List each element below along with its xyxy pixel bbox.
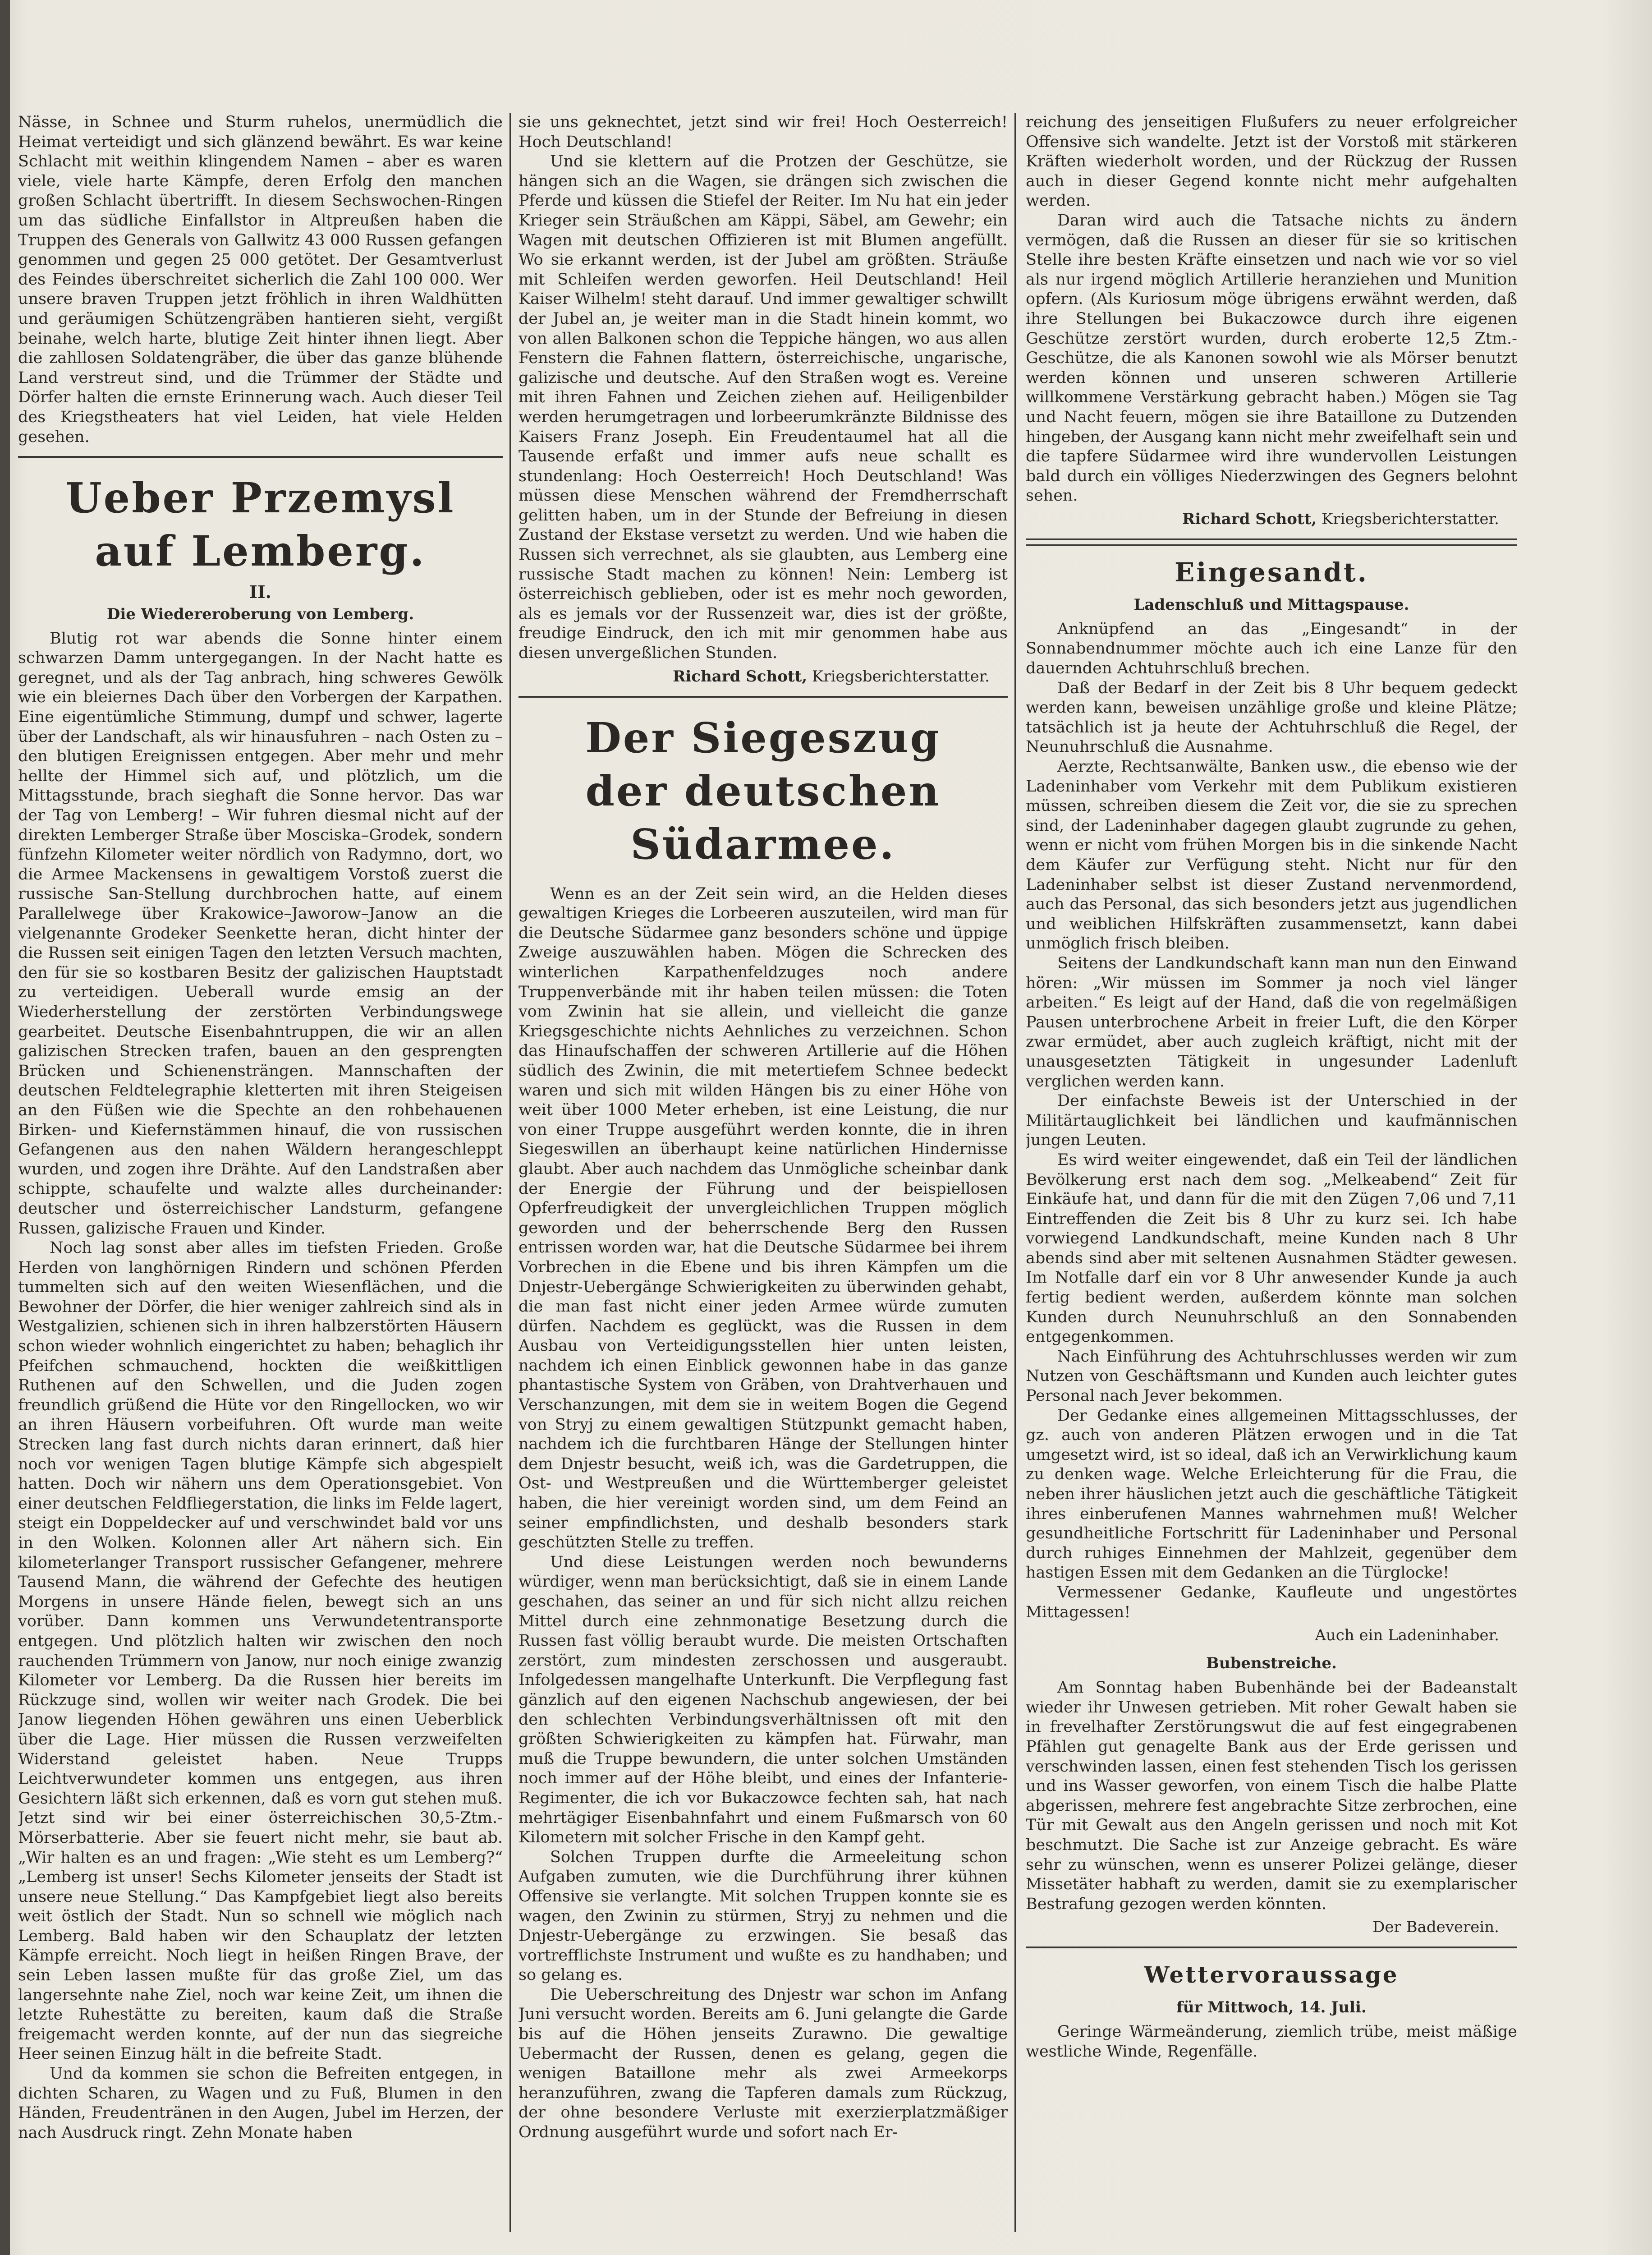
weather-title: Wettervoraussage [1144,1961,1399,1988]
column-rule [509,113,511,2232]
byline-name: Richard Schott, [673,667,808,686]
weather-forecast: Geringe Wärmeänderung, ziemlich trübe, meist mäßige westliche Winde, Regenfälle. [1026,2023,1517,2061]
byline [519,666,990,687]
paragraph: Vermessener Gedanke, Kaufleute und ungestörtes Mittagessen! [1026,1583,1517,1621]
article-subtitle: Die Wiedereroberung von Lemberg. [106,605,414,623]
signature: Auch ein Ladeninhaber. [1315,1626,1499,1645]
paragraph: Nach Einführung des Achtuhrschlusses werden wir zum Nutzen von Geschäftsmann und Kunden auch leichter gutes Personal nach Jever bekommen. [1026,1347,1517,1405]
paragraph: Der einfachste Beweis ist der Unterschied in der Militärtauglichkeit bei ländlichen und kaufmännischen jungen Leuten. [1026,1092,1517,1150]
article-title-line-1: Der Siegeszug [585,713,941,762]
paragraph: Solchen Truppen durfte die Armeeleitung schon Aufgaben zumuten, wie die Durchführung ihrer kühnen Offensive sie verlangte. Mit solchen Truppen konnte sie es wagen, den Zwinin zu stürmen, Stryj zu nehmen und die Dnjestr-Uebergänge zu erzwingen. Sie besaß das vortrefflichste Instrument und wußte es zu handhaben; und so gelang es. [519,1848,1008,1984]
paragraph: Anknüpfend an das „Eingesandt“ in der Sonnabendnummer möchte auch ich eine Lanze für den dauernden Achtuhrschluß brechen. [1026,620,1517,678]
signature: Der Badeverein. [1372,1918,1499,1937]
article-part-number: II. [249,582,271,603]
paragraph: Daran wird auch die Tatsache nichts zu ändern vermögen, daß die Russen an dieser für sie so kritischen Stelle ihre besten Kräfte einsetzen und nach wie vor so viel als nur irgend möglich Artillerie heranziehen und Munition opfern. (Als Kuriosum möge übrigens erwähnt werden, daß ihre Stellungen bei Bukaczowce durch ihre eigenen Geschütze zerstört wurden, durch eroberte 12,5 Ztm.-Geschütze, die als Kanonen sowohl wie als Mörser benutzt werden können und unseren schweren Artillerie willkommene Verstärkung gebracht haben.) Mögen sie Tag und Nacht feuern, mögen sie ihre Bataillone zu Dutzenden hingeben, der Ausgang kann nicht mehr zweifelhaft sein und die tapfere Südarmee wird ihre wundervollen Leistungen bald durch ein völliges Niederzwingen des Gegners belohnt sehen. [1026,211,1517,505]
paragraph: Und sie klettern auf die Protzen der Geschütze, sie hängen sich an die Wagen, sie drängen sich zwischen die Pferde und küssen die Stiefel der Reiter. Im Nu hat ein jeder Krieger sein Sträußchen am Käppi, Säbel, am Gewehr; ein Wagen mit deutschen Offizieren ist mit Blumen angefüllt. Wo sie erkannt werden, ist der Jubel am größten. Sträuße mit Schleifen werden geworfen. Heil Deutschland! Heil Kaiser Wilhelm! steht darauf. Und immer gewaltiger schwillt der Jubel an, je weiter man in die Stadt hinein kommt, wo von allen Balkonen schon die Teppiche hängen, wo aus allen Fenstern die Fahnen flattern, österreichische, ungarische, galizische und deutsche. Auf den Straßen wogt es. Vereine mit ihren Fahnen und Zeichen ziehen auf. Heiligenbilder werden herumgetragen und lorbeerumkränzte Bildnisse des Kaisers Franz Joseph. Ein Freudentaumel hat all die Tausende erfaßt und immer aufs neue schallt es stundenlang: Hoch Oesterreich! Hoch Deutschland! Was müssen diese Menschen während der Fremdherrschaft gelitten haben, um in der Stunde der Befreiung in diesen Zustand der Ekstase versetzt zu werden. Und wie haben die Russen sich verrechnet, als sie glaubten, aus Lemberg eine russische Stadt machen zu können! Nein: Lemberg ist österreichisch geblieben, oder ist es mehr noch geworden, als es jemals vor der Russenzeit war, dies ist der größte, freudige Eindruck, den ich mit mir genommen habe aus diesen unvergeßlichen Stunden. [519,152,1008,663]
section-subtitle: Bubenstreiche. [1206,1654,1337,1673]
paragraph: Die Ueberschreitung des Dnjestr war schon im Anfang Juni versucht worden. Bereits am 6. Juni gelangte die Garde bis auf die Höhen jenseits Zurawno. Die gewaltige Uebermacht der Russen, denen es gelang, gegen die wenigen Bataillone mehr als zwei Armeekorps heranzuführen, zwang die Tapferen damals zum Rückzug, der ohne besondere Verluste mit exerzierplatzmäßiger Ordnung ausgeführt wurde und sofort nach Er- [519,1985,1008,2142]
column-divider [18,456,503,458]
paragraph: Wenn es an der Zeit sein wird, an die Helden dieses gewaltigen Krieges die Lorbeeren auszuteilen, wird man für die Deutsche Südarmee ganz besonders schöne und üppige Zweige auszuwählen haben. Mögen die Schrecken des winterlichen Karpathenfeldzuges noch andere Truppenverbände mit ihr haben teilen müssen: die Toten vom Zwinin hat sie allein, und vielleicht die ganze Kriegsgeschichte nichts Aehnliches zu verzeichnen. Schon das Hinaufschaffen der schweren Artillerie auf die Höhen südlich des Zwinin, die mit metertiefem Schnee bedeckt waren und sich mit wilden Hängen bis zu einer Höhe von weit über 1000 Meter erheben, ist eine Leistung, die nur von einer Truppe ausgeführt werden konnte, die in ihren Siegeswillen an überhaupt keine natürlichen Hindernisse glaubt. Aber auch nachdem das Unmögliche scheinbar dank der Energie der Führung und der beispiellosen Opferfreudigkeit der unvergleichlichen Truppen möglich geworden und der beherrschende Berg den Russen entrissen worden war, hat die Deutsche Südarmee bei ihrem Vorbrechen in die Ebene und bis ihren Kämpfen um die Dnjestr-Uebergänge Schwierigkeiten zu überwinden gehabt, die man fast nicht einer jeden Armee würde zumuten dürfen. Nachdem es geglückt, was die Russen in dem Ausbau von Verteidigungsstellen hier unten leisten, nachdem ich einen Einblick gewonnen habe in das ganze phantastische System von Gräben, von Drahtverhauen und Verschanzungen, mit dem sie in weitem Bogen die Gegend von Stryj zu einem gewaltigen Stützpunkt gemacht haben, nachdem ich die furchtbaren Hänge der Stellungen hinter dem Dnjestr besucht, weiß ich, was die Gardetruppen, die Ost- und Westpreußen und die Württemberger geleistet haben, die hier vereinigt worden sind, um dem Feind an seiner empfindlichsten, und deshalb besonders stark geschützten Stelle zu treffen. [519,884,1008,1552]
paragraph: Aerzte, Rechtsanwälte, Banken usw., die ebenso wie der Ladeninhaber vom Verkehr mit dem Publikum existieren müssen, schreiben diesem die Zeit vor, die sie zu sprechen sind, der Ladeninhaber dagegen glaubt zugrunde zu gehen, wenn er nicht vom frühen Morgen bis in die sinkende Nacht dem Käufer zur Verfügung steht. Nicht nur für den Ladeninhaber selbst ist dieser Zustand nervenmordend, auch das Personal, das sich besonders jetzt aus jugendlichen und weiblichen Hilfskräften zusammensetzt, kann dabei unmöglich frisch bleiben. [1026,758,1517,953]
paragraph: reichung des jenseitigen Flußufers zu neuer erfolgreicher Offensive sich wandelte. Jetzt ist der Vorstoß mit stärkeren Kräften wiederholt worden, und der Rückzug der Russen auch in dieser Gegend konnte nicht mehr aufgehalten werden. [1026,113,1517,210]
paragraph: Noch lag sonst aber alles im tiefsten Frieden. Große Herden von langhörnigen Rindern und schönen Pferden tummelten sich auf den weiten Wiesenflächen, und die Bewohner der Dörfer, die hier weniger zahlreich sind als in Westgalizien, schienen sich in ihren halbzerstörten Häusern schon wieder wohnlich eingerichtet zu haben; behaglich ihr Pfeifchen schmauchend, hockten die weißkittligen Ruthenen auf den Schwellen, und die Juden zogen freundlich grüßend die Hüte vor den Ringellocken, wo wir an ihren Häusern vorbeifuhren. Oft wurde man weite Strecken lang fast durch nichts daran erinnert, daß hier noch vor wenigen Tagen blutige Kämpfe sich abgespielt hatten. Doch wir nähern uns dem Operationsgebiet. Von einer deutschen Feldfliegerstation, die links im Felde lagert, steigt ein Doppeldecker auf und verschwindet bald vor uns in den Wolken. Kolonnen aller Art nähern sich. Ein kilometerlanger Transport russischer Gefangener, mehrere Tausend Mann, die während der Gefechte des heutigen Morgens in unsere Hände fielen, bewegt sich an uns vorüber. Dann kommen uns Verwundetentransporte entgegen. Und plötzlich halten wir zwischen den noch rauchenden Trümmern von Janow, nur noch einige zwanzig Kilometer vor Lemberg. Da die Russen hier bereits im Rückzuge sind, wollen wir weiter nach Grodek. Die bei Janow liegenden Höhen gewähren uns einen Ueberblick über die Lage. Hier müssen die Russen verzweifelten Widerstand geleistet haben. Neue Trupps Leichtverwundeter kommen uns entgegen, aus ihren Gesichtern läßt sich erkennen, daß es vorn gut stehen muß. Jetzt sind wir bei einer österreichischen 30,5-Ztm.-Mörserbatterie. Aber sie feuert nicht mehr, sie baut ab. „Wir halten es an und fragen: „Wie steht es um Lemberg?“ „Lemberg ist unser! Sechs Kilometer jenseits der Stadt ist unsere neue Stellung.“ Das Kampfgebiet liegt also bereits weit östlich der Stadt. Nun so schnell wie möglich nach Lemberg. Bald haben wir den Schauplatz der letzten Kämpfe erreicht. Noch liegt in heißen Ringen Brave, der sein Leben lassen mußte für das große Ziel, um das langersehnte nahe Ziel, noch war keine Zeit, um ihnen die letzte Ruhestätte zu bereiten, kaum daß die Straße freigemacht werden konnte, auf der nun das siegreiche Heer seinen Einzug hält in die befreite Stadt. [18,1239,503,2063]
paragraph: sie uns geknechtet, jetzt sind wir frei! Hoch Oesterreich! Hoch Deutschland! [519,113,1008,151]
section-title: Eingesandt. [1175,557,1368,588]
paragraph: Es wird weiter eingewendet, daß ein Teil der ländlichen Bevölkerung erst nach dem sog. „Melkeabend“ Zeit für Einkäufe hat, und dann für die mit den Zügen 7,06 und 7,11 Eintreffenden die Zeit bis 8 Uhr zu kurz sei. Ich habe vorwiegend Landkundschaft, meine Kunden nach 8 Uhr abends sind aber mit seltenen Ausnahmen Städter gewesen. Im Notfalle darf ein vor 8 Uhr anwesender Kunde ja auch fertig bedient werden, außerdem könnte man solchen Kunden durch Neunuhrschluß an den Sonnabenden entgegenkommen. [1026,1151,1517,1346]
paragraph: Blutig rot war abends die Sonne hinter einem schwarzen Damm untergegangen. In der Nacht hatte es geregnet, und als der Tag anbrach, hing schweres Gewölk wie ein bleiernes Dach über den Vorbergen der Karpathen. Eine eigentümliche Stimmung, dumpf und schwer, lagerte über der Landschaft, als wir hinausfuhren – nach Osten zu – den blutigen Ereignissen entgegen. Aber mehr und mehr hellte der Himmel sich auf, und plötzlich, um die Mittagsstunde, brach sieghaft die Sonne hervor. Das war der Tag von Lemberg! – Wir fuhren diesmal nicht auf der direkten Lemberger Straße über Mosciska–Grodek, sondern fünfzehn Kilometer weiter nördlich von Radymno, dort, wo die Armee Mackensens in gewaltigem Vorstoß zuerst die russische San-Stellung durchbrochen hatte, auf einem Parallelwege über Krakowice–Jaworow–Janow an die vielgenannte Grodeker Seenkette heran, dicht hinter der die Russen seit einigen Tagen den letzten Versuch machten, den für sie so kostbaren Besitz der galizischen Hauptstadt zu verteidigen. Ueberall wurde emsig an der Wiederherstellung der zerstörten Verbindungswege gearbeitet. Deutsche Eisenbahntruppen, die wir an allen galizischen Strecken trafen, bauen an den gesprengten Brücken und Schienensträngen. Mannschaften der deutschen Feldtelegraphie kletterten mit ihren Steigeisen an den Füßen wie die Spechte an den rohbehauenen Birken- und Kiefernstämmen hinauf, die von russischen Gefangenen aus den nahen Wäldern herangeschleppt wurden, und zogen ihre Drähte. Auf den Landstraßen aber schippte, schaufelte und walzte alles durcheinander: deutscher und österreichischer Landsturm, gefangene Russen, galizische Frauen und Kinder. [18,629,503,1238]
byline [1026,509,1499,529]
article-title-line-2: der deutschen Südarmee. [585,766,941,869]
column-3 [1026,113,1517,2232]
paragraph: Am Sonntag haben Bubenhände bei der Badeanstalt wieder ihr Unwesen getrieben. Mit roher Gewalt haben sie in frevelhafter Zerstörungswut die auf fest eingegrabenen Pfählen gut genagelte Bank aus der Erde gerissen und verschwinden lassen, einen fest stehenden Tisch los gerissen und ins Wasser geworfen, von einem Tisch die halbe Platte abgerissen, mehrere fest angebrachte Sitze zerbrochen, eine Tür mit Gewalt aus den Angeln gerissen und noch mit Kot beschmutzt. Die Sache ist zur Anzeige gebracht. Es wäre sehr zu wünschen, wenn es unserer Polizei gelänge, dieser Missetäter habhaft zu werden, damit sie zu exemplarischer Bestrafung gezogen werden könnten. [1026,1679,1517,1913]
column-rule [1014,113,1016,2232]
paragraph: Seitens der Landkundschaft kann man nun den Einwand hören: „Wir müssen im Sommer ja noch viel länger arbeiten.“ Es leigt auf der Hand, daß die von regelmäßigen Pausen unterbrochene Arbeit in freier Luft, die den Körper zwar ermüdet, aber auch zugleich kräftigt, nicht mit der unausgesetzten Tätigkeit in ungesunder Ladenluft verglichen werden kann. [1026,954,1517,1091]
article-title: Ueber Przemysl auf Lemberg. [65,474,455,576]
paragraph: Der Gedanke eines allgemeinen Mittagsschlusses, der gz. auch von anderen Plätzen erwogen und in die Tat umgesetzt wird, ist so ideal, daß ich an Verwirklichung kaum zu denken wage. Welche Erleichterung für die Frau, die neben ihrer häuslichen jetzt auch die geschäftliche Tätigkeit ihres einberufenen Mannes wahrnehmen muß! Welcher gesundheitliche Fortschritt für Ladeninhaber und Personal durch ruhiges Einnehmen der Mahlzeit, gegenüber dem hastigen Essen mit dem Gedanken an die Türglocke! [1026,1406,1517,1582]
column-2 [519,113,1008,2232]
section-divider [1026,538,1517,546]
section-subtitle: Ladenschluß und Mittagspause. [1133,595,1409,614]
byline-role: Kriegsberichterstatter. [1321,510,1499,528]
column-divider [519,696,1008,698]
article-continuation: Nässe, in Schnee und Sturm ruhelos, unermüdlich die Heimat verteidigt und sich glänzend bewährt. Es war keine Schlacht mit weithin klingendem Namen – aber es waren viele, viele harte Kämpfe, deren Erfolg den manchen großen Schlacht übertrifft. In diesem Sechswochen-Ringen um das südliche Einfallstor in Altpreußen haben die Truppen des Generals von Gallwitz 43 000 Russen gefangen genommen und gegen 25 000 getötet. Der Gesamtverlust des Feindes überschreitet sicherlich die Zahl 100 000. Wer unsere braven Truppen jetzt fröhlich in ihren Waldhütten und geräumigen Schützengräben hantieren sieht, vergißt beinahe, welch harte, blutige Zeit hinter ihnen liegt. Aber die zahllosen Soldatengräber, die über das ganze blühende Land verstreut sind, und die Trümmer der Städte und Dörfer halten die ernste Erinnerung wach. Auch dieser Teil des Kriegstheaters hat viel Leiden, hat viele Helden gesehen. [18,113,503,446]
byline-role: Kriegsberichterstatter. [812,667,990,686]
byline-name: Richard Schott, [1182,510,1317,528]
column-1 [18,113,503,2232]
paragraph: Und da kommen sie schon die Befreiten entgegen, in dichten Scharen, zu Wagen und zu Fuß, Blumen in den Händen, Freudentränen in den Augen, Jubel im Herzen, der nach Ausdruck ringt. Zehn Monate haben [18,2065,503,2142]
paragraph: Und diese Leistungen werden noch bewunderns würdiger, wenn man berücksichtigt, daß sie in einem Lande geschahen, das seiner an und für sich nicht allzu reichen Mittel durch eine zehnmonatige Besetzung durch die Russen fast völlig beraubt wurde. Die meisten Ortschaften zerstört, zum mindesten zerschossen und ausgeraubt. Infolgedessen mangelhafte Unterkunft. Die Verpflegung fast gänzlich auf den eigenen Nachschub angewiesen, der bei den schlechten Verbindungsverhältnissen oft mit den größten Schwierigkeiten zu kämpfen hat. Fürwahr, man muß die Truppe bewundern, die unter solchen Umständen noch immer auf der Höhe bleibt, und eines der Infanterie-Regimenter, die ich vor Bukaczowce fechten sah, hat nach mehrtägiger Eisenbahnfahrt und einem Fußmarsch von 60 Kilometern mit solcher Frische in den Kampf geht. [519,1553,1008,1847]
page-binding-edge [0,0,10,2255]
weather-date: für Mittwoch, 14. Juli. [1176,1998,1367,2017]
section-divider [1026,1947,1517,1948]
paragraph: Daß der Bedarf in der Zeit bis 8 Uhr bequem gedeckt werden kann, beweisen unzählige große und kleine Plätze; tatsächlich ist ja heute der Achtuhrschluß die Regel, der Neunuhrschluß die Ausnahme. [1026,679,1517,756]
